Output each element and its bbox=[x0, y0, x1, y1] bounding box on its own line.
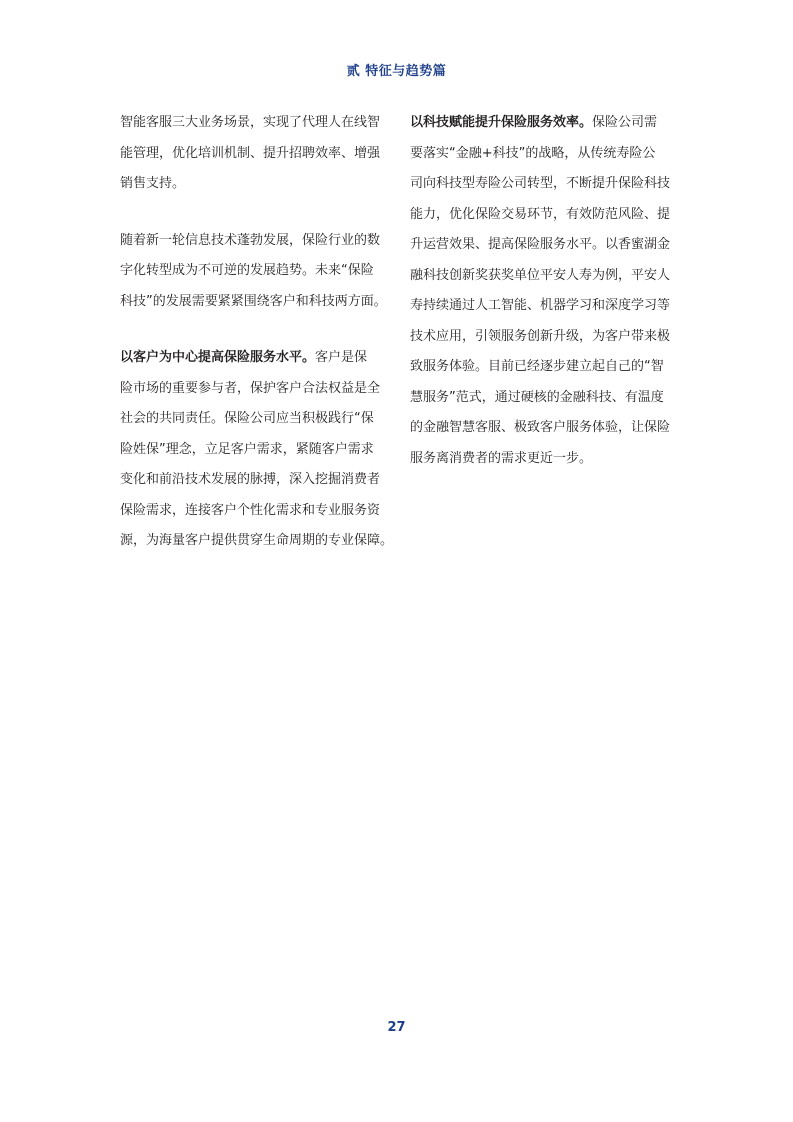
text-line: 的金融智慧客服、极致客户服务体验，让保险 bbox=[410, 420, 671, 435]
text-line: 寿持续通过人工智能、机器学习和深度学习等 bbox=[410, 298, 671, 313]
text-line: 社会的共同责任。保险公司应当积极践行“保 bbox=[120, 411, 374, 426]
page-header-section-title: 贰 特征与趋势篇 bbox=[346, 64, 447, 79]
text-line: 慧服务”范式，通过硬核的金融科技、有温度 bbox=[410, 389, 664, 405]
paragraph-lead-heading: 以科技赋能提升保险服务效率。 bbox=[410, 115, 593, 130]
text-line bbox=[410, 108, 675, 139]
paragraph-customer-centric bbox=[120, 343, 394, 557]
text-line: 字化转型成为不可逆的发展趋势。未来“保险 bbox=[120, 263, 374, 278]
text-line: 险市场的重要参与者，保护客户合法权益是全 bbox=[120, 380, 381, 396]
text-line: 致服务体验。目前已经逐步建立起自己的“智 bbox=[410, 359, 664, 374]
text-line: 服务离消费者的需求更近一步。 bbox=[410, 450, 593, 466]
paragraph-lead-heading: 以客户为中心提高保险服务水平。 bbox=[120, 350, 316, 365]
text-line: 融科技创新奖获奖单位平安人寿为例，平安人 bbox=[410, 267, 671, 283]
text-line: 险姓保”理念，立足客户需求，紧随客户需求 bbox=[120, 441, 374, 457]
text-line: 销售支持。 bbox=[120, 176, 186, 191]
text-line bbox=[120, 343, 385, 374]
paragraph-tech-empowerment bbox=[410, 108, 675, 474]
text-line: 要落实“金融+科技”的战略，从传统寿险公 bbox=[410, 145, 656, 161]
text-line: 升运营效果、提高保险服务水平。以香蜜湖金 bbox=[410, 237, 671, 252]
text-line: 能管理，优化培训机制、提升招聘效率、增强 bbox=[120, 145, 381, 161]
text-line: 源，为海量客户提供贯穿生命周期的专业保障。 bbox=[120, 533, 394, 548]
text-fragment: 保险公司需 bbox=[592, 115, 658, 130]
text-line: 技术应用，引领服务创新升级，为客户带来极 bbox=[410, 328, 671, 344]
paragraph-digital-transformation bbox=[120, 226, 385, 318]
text-line: 能力，优化保险交易环节，有效防范风险、提 bbox=[410, 206, 671, 222]
text-fragment: 客户是保 bbox=[315, 350, 368, 365]
text-line: 变化和前沿技术发展的脉搏，深入挖掘消费者 bbox=[120, 472, 381, 487]
text-line: 保险需求，连接客户个性化需求和专业服务资 bbox=[120, 502, 381, 518]
paragraph-agent-services bbox=[120, 108, 385, 200]
right-column bbox=[410, 108, 675, 500]
text-line: 科技”的发展需要紧紧围绕客户和科技两方面。 bbox=[120, 293, 387, 309]
text-line: 智能客服三大业务场景，实现了代理人在线智 bbox=[120, 115, 381, 130]
page-number: 27 bbox=[387, 1020, 406, 1035]
text-line: 随着新一轮信息技术蓬勃发展，保险行业的数 bbox=[120, 232, 381, 248]
left-column bbox=[120, 108, 394, 583]
text-line: 司向科技型寿险公司转型，不断提升保险科技 bbox=[410, 176, 671, 191]
